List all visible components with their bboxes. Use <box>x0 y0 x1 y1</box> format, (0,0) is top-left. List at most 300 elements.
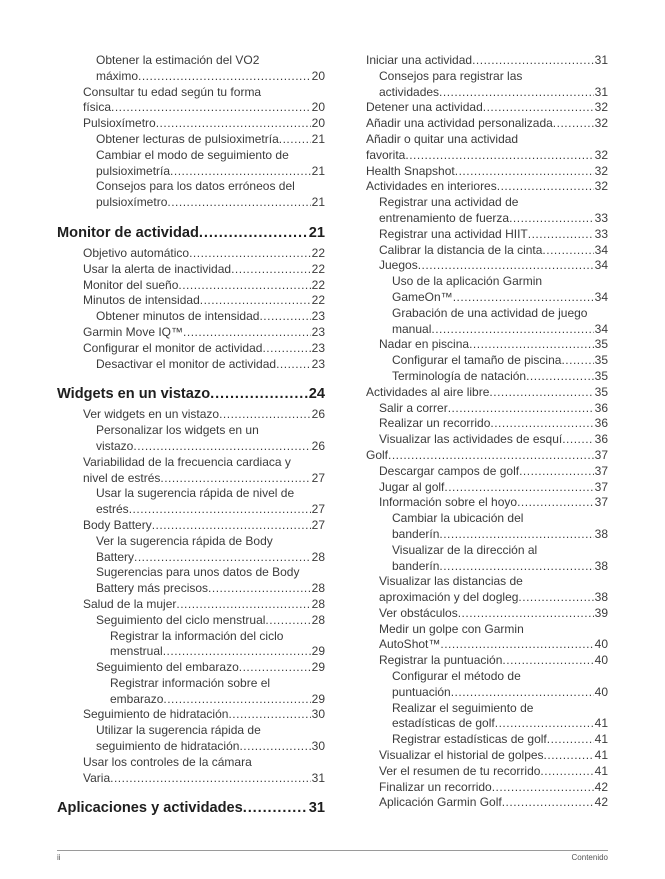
footer-divider <box>57 850 608 851</box>
toc-page-number: 41 <box>594 716 608 731</box>
toc-entry[interactable] <box>366 448 608 464</box>
dot-leader <box>440 637 593 653</box>
toc-page-number: 27 <box>311 502 325 517</box>
toc-entry[interactable] <box>366 416 608 432</box>
toc-entry[interactable] <box>366 464 608 480</box>
dot-leader <box>152 518 311 534</box>
toc-page-number: 21 <box>311 131 325 146</box>
toc-page-number: 38 <box>594 590 608 605</box>
toc-entry-title: Minutos de intensidad <box>83 293 200 308</box>
toc-entry-title: Battery más precisos <box>96 581 209 596</box>
toc-page-number: 41 <box>594 763 608 778</box>
toc-entry-title: Monitor del sueño <box>83 277 179 292</box>
toc-entry[interactable] <box>57 325 325 341</box>
toc-page-number: 32 <box>594 179 608 194</box>
toc-entry-title: Finalizar un recorrido <box>379 779 492 794</box>
toc-entry[interactable] <box>57 723 325 755</box>
dot-leader <box>439 559 593 575</box>
toc-entry-title-line: Sugerencias para unos datos de Body <box>96 565 300 580</box>
toc-page-number: 23 <box>311 356 325 371</box>
toc-entry-title: Juegos <box>379 258 418 273</box>
dot-leader <box>519 464 594 480</box>
toc-entry[interactable] <box>366 495 608 511</box>
toc-entry[interactable] <box>57 407 325 423</box>
toc-chapter[interactable] <box>57 799 325 817</box>
dot-leader <box>517 495 594 511</box>
toc-entry-title: Registrar estadísticas de golf <box>392 732 547 747</box>
dot-leader <box>228 707 310 723</box>
toc-page-number: 24 <box>308 386 325 403</box>
dot-leader <box>183 325 311 341</box>
toc-page-number: 27 <box>311 470 325 485</box>
dot-leader <box>208 581 311 597</box>
toc-entry[interactable] <box>57 707 325 723</box>
toc-page-number: 21 <box>308 224 325 241</box>
toc-entry-title: Seguimiento del embarazo <box>96 660 239 675</box>
toc-page-number: 26 <box>311 438 325 453</box>
toc-entry-title: banderín <box>392 526 440 541</box>
toc-page-number: 28 <box>311 581 325 596</box>
toc-entry[interactable] <box>57 179 325 211</box>
dot-leader <box>167 195 310 211</box>
toc-entry[interactable] <box>366 274 608 306</box>
toc-entry-title: Pulsioxímetro <box>83 116 156 131</box>
toc-page-number: 23 <box>311 340 325 355</box>
dot-leader <box>448 401 594 417</box>
toc-entry[interactable] <box>57 341 325 357</box>
toc-entry-title-line: Añadir o quitar una actividad <box>366 131 519 146</box>
toc-entry-title: Golf <box>366 447 389 462</box>
toc-entry-title: Registrar una actividad HIIT <box>379 226 528 241</box>
toc-entry-title: Visualizar el historial de golpes <box>379 748 544 763</box>
dot-leader <box>458 606 594 622</box>
toc-page-number: 34 <box>594 321 608 336</box>
toc-entry-title: favorita <box>366 147 406 162</box>
toc-entry-title: Añadir una actividad personalizada <box>366 116 553 131</box>
toc-entry-title: Realizar un recorrido <box>379 416 491 431</box>
toc-entry-title: Monitor de actividad <box>57 224 199 241</box>
footer-page-number: ii <box>57 853 61 862</box>
toc-page-number: 28 <box>311 612 325 627</box>
toc-entry[interactable] <box>57 613 325 629</box>
toc-entry[interactable] <box>366 100 608 116</box>
toc-entry-title: Nadar en piscina <box>379 337 470 352</box>
toc-page-number: 35 <box>594 337 608 352</box>
toc-entry-title-line: Consejos para registrar las <box>379 68 523 83</box>
toc-entry-title: actividades <box>379 84 440 99</box>
dot-leader <box>199 224 308 242</box>
dot-leader <box>483 100 594 116</box>
toc-page-number: 34 <box>594 242 608 257</box>
toc-page-number: 34 <box>594 258 608 273</box>
toc-page-number: 35 <box>594 353 608 368</box>
dot-leader <box>418 258 594 274</box>
toc-page-number: 30 <box>311 707 325 722</box>
toc-entry-title-line: Consultar tu edad según tu forma <box>83 84 262 99</box>
toc-entry-title-line: Visualizar las distancias de <box>379 574 523 589</box>
dot-leader <box>444 480 593 496</box>
toc-entry[interactable] <box>57 423 325 455</box>
dot-leader <box>219 407 311 423</box>
toc-entry[interactable] <box>366 227 608 243</box>
toc-entry[interactable] <box>366 195 608 227</box>
dot-leader <box>547 732 594 748</box>
toc-entry-title: Ver widgets en un vistazo <box>83 407 220 422</box>
toc-entry-title: menstrual <box>110 644 163 659</box>
dot-leader <box>138 69 311 85</box>
toc-page-number: 33 <box>594 210 608 225</box>
toc-page-number: 29 <box>311 691 325 706</box>
toc-entry-title-line: Usar la sugerencia rápida de nivel de <box>96 486 295 501</box>
toc-page-number: 40 <box>594 653 608 668</box>
toc-right-column <box>366 53 608 811</box>
toc-page-number: 20 <box>311 116 325 131</box>
toc-entry-title-line: Registrar una actividad de <box>379 195 519 210</box>
toc-entry-title: estadísticas de golf <box>392 716 495 731</box>
dot-leader <box>279 132 311 148</box>
toc-entry[interactable] <box>366 306 608 338</box>
dot-leader <box>453 290 594 306</box>
toc-entry-title: Configurar el tamaño de piscina <box>392 353 562 368</box>
toc-entry-title: Iniciar una actividad <box>366 53 473 67</box>
toc-entry-title-line: Cambiar el modo de seguimiento de <box>96 147 289 162</box>
dot-leader <box>243 799 308 817</box>
dot-leader <box>495 716 594 732</box>
dot-leader <box>160 471 310 487</box>
toc-entry[interactable] <box>366 337 608 353</box>
dot-leader <box>492 780 594 796</box>
toc-entry-title-line: Configurar el método de <box>392 669 521 684</box>
toc-page-number: 22 <box>311 245 325 260</box>
toc-entry-title: Body Battery <box>83 517 152 532</box>
dot-leader <box>439 527 593 543</box>
toc-page-number: 31 <box>311 770 325 785</box>
toc-entry[interactable] <box>366 622 608 654</box>
toc-entry-title: Battery <box>96 549 135 564</box>
toc-entry[interactable] <box>57 565 325 597</box>
toc-page-number: 38 <box>594 526 608 541</box>
toc-page-number: 31 <box>594 53 608 67</box>
toc-page-number: 37 <box>594 463 608 478</box>
toc-entry[interactable] <box>366 701 608 733</box>
toc-entry-title: Obtener minutos de intensidad <box>96 309 260 324</box>
dot-leader <box>156 116 311 132</box>
dot-leader <box>176 597 310 613</box>
toc-entry-title-line: Obtener la estimación del VO2 <box>96 53 260 67</box>
toc-chapter[interactable] <box>57 224 325 242</box>
dot-leader <box>200 293 311 309</box>
dot-leader <box>509 211 594 227</box>
dot-leader <box>276 357 311 373</box>
toc-entry[interactable] <box>366 353 608 369</box>
toc-page-number: 30 <box>311 739 325 754</box>
dot-leader <box>562 432 593 448</box>
toc-entry[interactable] <box>57 246 325 262</box>
toc-entry-title: banderín <box>392 558 440 573</box>
toc-entry[interactable] <box>57 132 325 148</box>
dot-leader <box>553 116 594 132</box>
dot-leader <box>502 795 594 811</box>
toc-entry[interactable] <box>57 518 325 534</box>
toc-entry[interactable] <box>366 780 608 796</box>
toc-entry-title: Aplicaciones y actividades <box>57 800 243 817</box>
dot-leader <box>405 148 593 164</box>
toc-entry[interactable] <box>366 732 608 748</box>
toc-entry-title-line: Medir un golpe con Garmin <box>379 621 524 636</box>
toc-entry[interactable] <box>366 543 608 575</box>
toc-page-number: 29 <box>311 660 325 675</box>
toc-entry-title: Terminología de natación <box>392 368 527 383</box>
toc-entry-title-line: Registrar la información del ciclo <box>110 628 284 643</box>
dot-leader <box>469 337 594 353</box>
toc-entry-title: embarazo <box>110 691 164 706</box>
toc-entry[interactable] <box>366 669 608 701</box>
toc-entry-title-line: Utilizar la sugerencia rápida de <box>96 723 261 738</box>
toc-entry[interactable] <box>57 455 325 487</box>
toc-entry[interactable] <box>366 511 608 543</box>
toc-entry-title: Aplicación Garmin Golf <box>379 795 502 810</box>
toc-page-number: 22 <box>311 293 325 308</box>
toc-entry[interactable] <box>57 53 325 85</box>
toc-page-number: 38 <box>594 558 608 573</box>
toc-entry-title: Calibrar la distancia de la cinta <box>379 242 543 257</box>
toc-page-number: 32 <box>594 100 608 115</box>
toc-entry-title: AutoShot™ <box>379 637 441 652</box>
toc-entry-title: máximo <box>96 68 139 83</box>
footer-section-title: Contenido <box>571 853 608 862</box>
toc-entry-title: Actividades al aire libre <box>366 384 490 399</box>
toc-entry-title: Seguimiento del ciclo menstrual <box>96 612 266 627</box>
toc-entry[interactable] <box>57 676 325 708</box>
toc-page-number: 41 <box>594 732 608 747</box>
toc-page-number: 28 <box>311 596 325 611</box>
toc-entry[interactable] <box>366 748 608 764</box>
toc-page-number: 35 <box>594 368 608 383</box>
toc-entry-title: Descargar campos de golf <box>379 463 520 478</box>
dot-leader <box>163 692 310 708</box>
toc-page-number: 36 <box>594 432 608 447</box>
dot-leader <box>542 243 593 259</box>
toc-entry-title: Seguimiento de hidratación <box>83 707 229 722</box>
toc-page-number: 37 <box>594 479 608 494</box>
dot-leader <box>502 653 593 669</box>
toc-entry-title: Salud de la mujer <box>83 596 177 611</box>
toc-page-number: 34 <box>594 289 608 304</box>
toc-entry-title: GameOn™ <box>392 289 453 304</box>
toc-entry-title: Salir a correr <box>379 400 448 415</box>
dot-leader <box>134 550 311 566</box>
toc-entry-title: Visualizar las actividades de esquí <box>379 432 563 447</box>
dot-leader <box>455 164 594 180</box>
toc-page-number: 31 <box>594 84 608 99</box>
dot-leader <box>262 341 310 357</box>
toc-entry[interactable] <box>366 401 608 417</box>
dot-leader <box>544 748 594 764</box>
dot-leader <box>178 278 310 294</box>
toc-left-column <box>57 53 325 821</box>
toc-entry-title-line: Ver la sugerencia rápida de Body <box>96 533 273 548</box>
toc-entry[interactable] <box>366 432 608 448</box>
toc-entry[interactable] <box>366 179 608 195</box>
toc-entry-title: manual <box>392 321 432 336</box>
toc-entry-title: pulsioxímetro <box>96 195 168 210</box>
toc-entry-title-line: Usar los controles de la cámara <box>83 754 252 769</box>
toc-entry[interactable] <box>57 660 325 676</box>
dot-leader <box>518 590 593 606</box>
toc-entry[interactable] <box>57 85 325 117</box>
toc-page-number: 21 <box>311 163 325 178</box>
toc-page-number: 37 <box>594 447 608 462</box>
dot-leader <box>133 439 310 455</box>
dot-leader <box>239 660 311 676</box>
dot-leader <box>431 322 593 338</box>
toc-entry[interactable] <box>366 243 608 259</box>
toc-entry-title: Actividades en interiores <box>366 179 497 194</box>
toc-entry-title: pulsioximetría <box>96 163 171 178</box>
dot-leader <box>210 385 308 403</box>
toc-page-number: 23 <box>311 324 325 339</box>
toc-entry-title-line: Cambiar la ubicación del <box>392 511 524 526</box>
toc-entry-title-line: Uso de la aplicación Garmin <box>392 274 543 289</box>
dot-leader <box>111 100 311 116</box>
dot-leader <box>472 53 594 69</box>
toc-entry[interactable] <box>57 597 325 613</box>
toc-page-number: 29 <box>311 644 325 659</box>
toc-entry-title: Varia <box>83 770 111 785</box>
toc-entry[interactable] <box>366 480 608 496</box>
toc-entry-title: aproximación y del dogleg <box>379 590 519 605</box>
toc-entry[interactable] <box>366 116 608 132</box>
toc-entry-title-line: Realizar el seguimiento de <box>392 700 534 715</box>
toc-entry[interactable] <box>57 293 325 309</box>
toc-entry-title: Configurar el monitor de actividad <box>83 340 263 355</box>
dot-leader <box>163 644 311 660</box>
toc-entry-title: Widgets en un vistazo <box>57 386 211 403</box>
toc-page-number: 22 <box>311 277 325 292</box>
toc-page-number: 28 <box>311 549 325 564</box>
toc-entry[interactable] <box>366 574 608 606</box>
toc-entry-title: Objetivo automático <box>83 245 190 260</box>
toc-entry-title: Health Snapshot <box>366 163 455 178</box>
toc-entry-title-line: Grabación de una actividad de juego <box>392 305 588 320</box>
toc-page-number: 23 <box>311 309 325 324</box>
toc-entry[interactable] <box>57 357 325 373</box>
dot-leader <box>259 309 310 325</box>
toc-entry[interactable] <box>57 534 325 566</box>
toc-entry-title-line: Consejos para los datos erróneos del <box>96 179 295 194</box>
toc-entry[interactable] <box>366 606 608 622</box>
dot-leader <box>540 764 593 780</box>
toc-entry[interactable] <box>366 369 608 385</box>
toc-page-number: 32 <box>594 116 608 131</box>
toc-entry[interactable] <box>57 309 325 325</box>
toc-page-number: 22 <box>311 261 325 276</box>
toc-entry-title: Jugar al golf <box>379 479 445 494</box>
dot-leader <box>489 385 593 401</box>
toc-page-number: 40 <box>594 684 608 699</box>
toc-page-number: 32 <box>594 163 608 178</box>
dot-leader <box>189 246 311 262</box>
toc-entry[interactable] <box>57 262 325 278</box>
toc-entry-title: Obtener lecturas de pulsioximetría <box>96 131 279 146</box>
dot-leader <box>239 739 310 755</box>
dot-leader <box>439 85 594 101</box>
toc-page-number: 27 <box>311 517 325 532</box>
toc-page-number: 40 <box>594 637 608 652</box>
toc-entry-title: Ver obstáculos <box>379 605 458 620</box>
toc-page-number: 42 <box>594 779 608 794</box>
toc-entry-title: Información sobre el hoyo <box>379 495 518 510</box>
toc-entry-title: Ver el resumen de tu recorrido <box>379 763 541 778</box>
toc-entry[interactable] <box>57 486 325 518</box>
toc-entry[interactable] <box>57 755 325 787</box>
toc-page-number: 41 <box>594 748 608 763</box>
dot-leader <box>110 771 311 787</box>
dot-leader <box>129 502 311 518</box>
toc-page-number: 33 <box>594 226 608 241</box>
dot-leader <box>528 227 594 243</box>
toc-entry-title-line: Personalizar los widgets en un <box>96 423 259 438</box>
toc-page-number: 42 <box>594 795 608 810</box>
toc-entry-title-line: Variabilidad de la frecuencia cardiaca y <box>83 454 291 469</box>
dot-leader <box>265 613 310 629</box>
toc-entry[interactable] <box>57 116 325 132</box>
toc-entry-title: seguimiento de hidratación <box>96 739 240 754</box>
toc-entry[interactable] <box>366 795 608 811</box>
toc-entry-title: física <box>83 100 112 115</box>
toc-entry-title: entrenamiento de fuerza <box>379 210 510 225</box>
toc-entry[interactable] <box>366 132 608 164</box>
toc-entry[interactable] <box>366 653 608 669</box>
dot-leader <box>170 164 311 180</box>
toc-page-number: 21 <box>311 195 325 210</box>
dot-leader <box>451 685 594 701</box>
dot-leader <box>526 369 594 385</box>
toc-page-number: 36 <box>594 400 608 415</box>
dot-leader <box>561 353 593 369</box>
toc-entry-title-line: Registrar información sobre el <box>110 675 271 690</box>
toc-entry[interactable] <box>366 258 608 274</box>
toc-page-number: 31 <box>308 800 325 817</box>
toc-entry-title: Registrar la puntuación <box>379 653 503 668</box>
toc-page-number: 37 <box>594 495 608 510</box>
toc-entry-title: Garmin Move IQ™ <box>83 324 184 339</box>
dot-leader <box>231 262 311 278</box>
toc-entry[interactable] <box>366 385 608 401</box>
toc-entry-title: Detener una actividad <box>366 100 483 115</box>
toc-entry-title-line: Visualizar de la dirección al <box>392 542 538 557</box>
toc-page-number: 39 <box>594 605 608 620</box>
toc-page-number: 32 <box>594 147 608 162</box>
toc-entry-title: estrés <box>96 502 129 517</box>
toc-chapter[interactable] <box>57 385 325 403</box>
dot-leader <box>388 448 594 464</box>
toc-entry[interactable] <box>366 69 608 101</box>
toc-page-number: 20 <box>311 100 325 115</box>
toc-entry-title: vistazo <box>96 438 134 453</box>
toc-entry[interactable] <box>366 53 608 69</box>
toc-entry[interactable] <box>57 148 325 180</box>
toc-entry[interactable] <box>57 278 325 294</box>
toc-page-number: 26 <box>311 407 325 422</box>
toc-entry[interactable] <box>366 764 608 780</box>
toc-page-number: 20 <box>311 68 325 83</box>
dot-leader <box>497 179 594 195</box>
toc-entry[interactable] <box>366 164 608 180</box>
toc-page-number: 35 <box>594 384 608 399</box>
dot-leader <box>490 416 593 432</box>
toc-entry[interactable] <box>57 629 325 661</box>
